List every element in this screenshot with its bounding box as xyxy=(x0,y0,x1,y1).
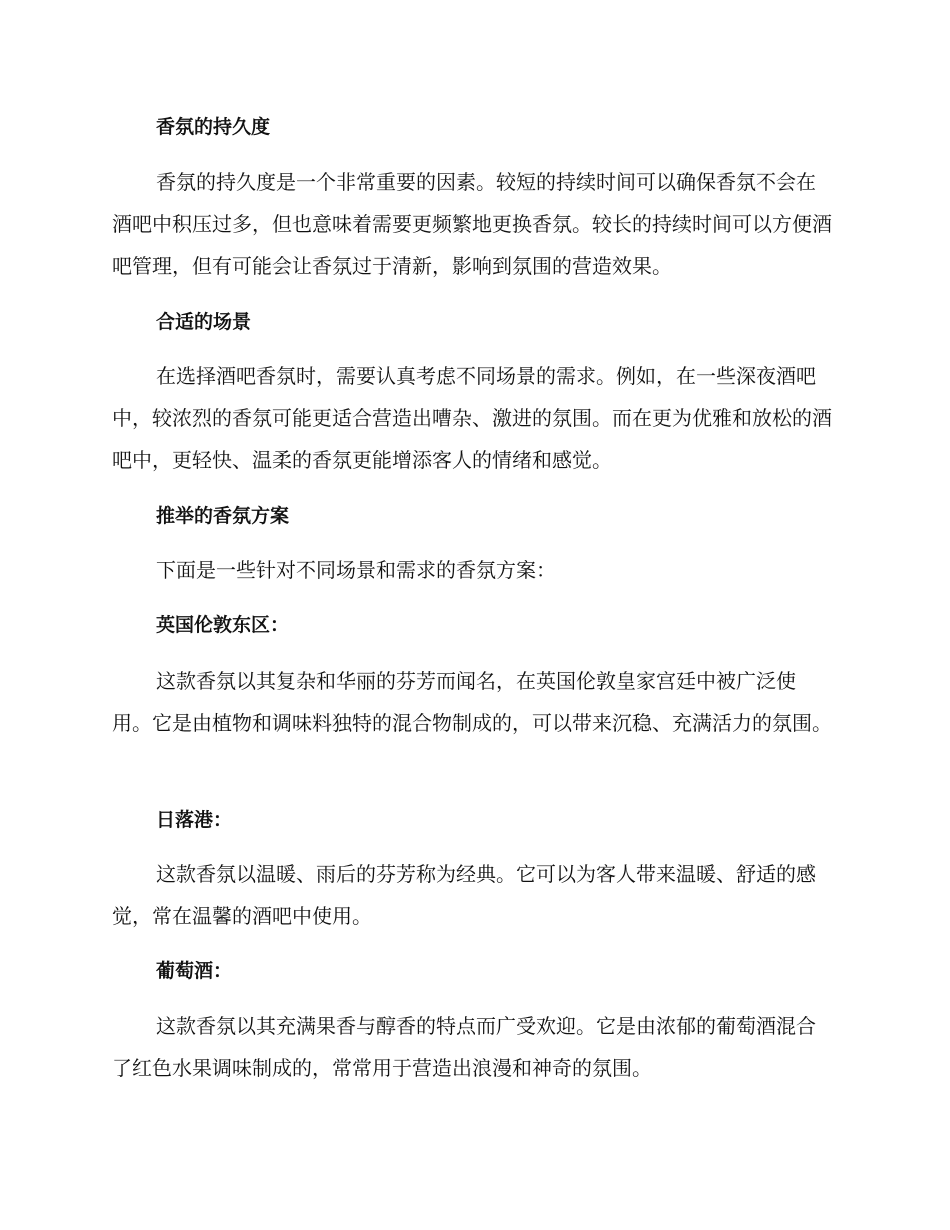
section-heading-longevity: 香氛的持久度 xyxy=(156,116,271,138)
section-paragraph-wine: 这款香氛以其充满果香与醇香的特点而广受欢迎。它是由浓郁的葡萄酒混合了红色水果调味制成的，常常用于营造出浪漫和神奇的氛围。 xyxy=(112,1014,816,1080)
section-paragraph-scenes: 在选择酒吧香氛时，需要认真考虑不同场景的需求。例如，在一些深夜酒吧中，较浓烈的香氛可能更适合营造出嘈杂、激进的氛围。而在更为优雅和放松的酒吧中，更轻快、温柔的香氛更能增添客人的情绪和感觉。 xyxy=(112,364,832,472)
section-heading-recommended: 推举的香氛方案 xyxy=(156,505,290,527)
section-heading-wine: 葡萄酒： xyxy=(156,960,233,982)
section-heading-sunset-harbor: 日落港： xyxy=(156,809,233,831)
section-paragraph-recommended: 下面是一些针对不同场景和需求的香氛方案： xyxy=(156,558,556,582)
section-heading-london-east: 英国伦敦东区： xyxy=(156,614,290,636)
section-heading-scenes: 合适的场景 xyxy=(156,311,252,333)
section-paragraph-london-east: 这款香氛以其复杂和华丽的芬芳而闻名，在英国伦敦皇家宫廷中被广泛使用。它是由植物和调味料独特的混合物制成的，可以带来沉稳、充满活力的氛围。 xyxy=(112,669,832,735)
section-paragraph-sunset-harbor: 这款香氛以温暖、雨后的芬芳称为经典。它可以为客人带来温暖、舒适的感觉，常在温馨的酒吧中使用。 xyxy=(112,862,816,928)
section-paragraph-longevity: 香氛的持久度是一个非常重要的因素。较短的持续时间可以确保香氛不会在酒吧中积压过多，但也意味着需要更频繁地更换香氛。较长的持续时间可以方便酒吧管理，但有可能会让香氛过于清新，影响到氛围的营造效果。 xyxy=(112,170,832,278)
